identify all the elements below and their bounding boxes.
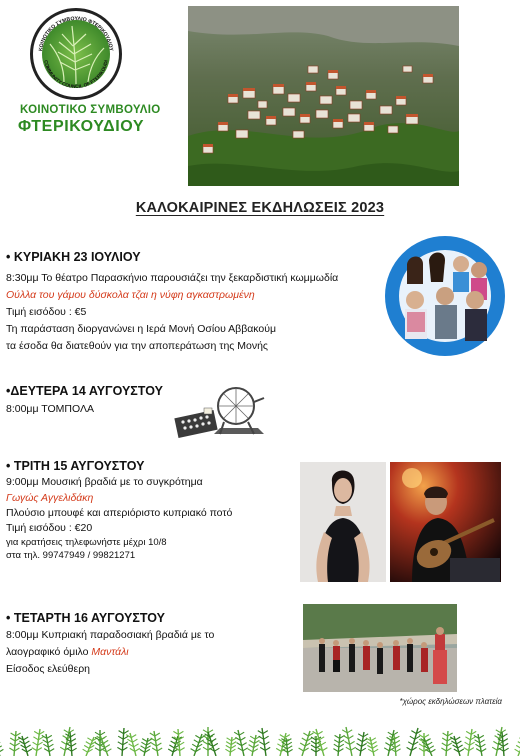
event-date: •ΔΕΥΤΕΡΑ 14 ΑΥΓΟΥΣΤΟΥ [6, 384, 163, 398]
band-name: Γωγώς Αγγελιδάκη [6, 492, 94, 504]
reservation-text: για κρατήσεις τηλεφωνήστε μέχρι 10/8 [6, 537, 167, 548]
village-photo [188, 6, 459, 186]
event-wednesday [6, 611, 214, 678]
svg-text:ΚΟΙΝΟΤΙΚΟ ΣΥΜΒΟΥΛΙΟ ΦΤΕΡΙΚΟΥΔΙ: ΚΟΙΝΟΤΙΚΟ ΣΥΜΒΟΥΛΙΟ ΦΤΕΡΙΚΟΥΔΙΟΥ [38, 15, 114, 52]
folk-group-name: Μαντάλι [91, 646, 129, 658]
ticket-price: Τιμή εισόδου : €20 [6, 522, 93, 534]
council-logo [30, 8, 122, 100]
bingo-cage-icon [174, 384, 270, 442]
event-date: • ΤΕΤΑΡΤΗ 16 ΑΥΓΟΥΣΤΟΥ [6, 611, 166, 625]
venue-footnote: *χώρος εκδηλώσεων πλατεία [399, 697, 502, 706]
reservation-phones: στα τηλ. 99747949 / 99821271 [6, 550, 136, 561]
theatre-group-photo [385, 236, 505, 358]
event-date: • ΤΡΙΤΗ 15 ΑΥΓΟΥΣΤΟΥ [6, 459, 145, 473]
logo-ring-text [30, 8, 122, 100]
svg-text:COMMUNITY COUNCIL OF FTERIKOUD: COMMUNITY COUNCIL OF FTERIKOUDI [42, 59, 110, 91]
buffet-text: Πλούσιο μπουφέ και απεριόριστο κυπριακό ποτό [6, 507, 233, 519]
event-tuesday [6, 459, 232, 562]
folk-group-prefix: λαογραφικό όμιλο [6, 646, 92, 658]
event-date: • ΚΥΡΙΑΚΗ 23 ΙΟΥΛΙΟΥ [6, 250, 141, 264]
ticket-price: Τιμή εισόδου : €5 [6, 306, 87, 318]
event-description: 9:00μμ Μουσική βραδιά με το συγκρότημα [6, 476, 203, 488]
event-description: 8:00μμ ΤΟΜΠΟΛΑ [6, 403, 94, 415]
fern-border-decoration [0, 716, 520, 756]
folk-group-line [6, 644, 214, 661]
free-entry-text: Είσοδος ελεύθερη [6, 663, 91, 675]
folk-dance-photo [303, 604, 457, 692]
guitarist-photo [390, 462, 501, 582]
event-description: 8:30μμ Το θέατρο Παρασκήνιο παρουσιάζει την ξεκαρδιστική κωμμωδία [6, 272, 339, 284]
event-description: 8:00μμ Κυπριακή παραδοσιακή βραδιά με το [6, 629, 215, 641]
organizer-text: Τη παράσταση διοργανώνει η Ιερά Μονή Οσίου Αββακούμ [6, 323, 277, 335]
play-title: Ούλλα του γάμου δύσκολα τζαι η νύφη αγκαστρωμένη [6, 289, 255, 301]
council-title: ΚΟΙΝΟΤΙΚΟ ΣΥΜΒΟΥΛΙΟ [20, 104, 161, 116]
council-name: ΦΤΕΡΙΚΟΥΔΙΟΥ [18, 118, 145, 135]
event-monday [6, 384, 163, 418]
singer-photo [300, 462, 386, 582]
proceeds-text: τα έσοδα θα διατεθούν για την αποπεράτωση της Μονής [6, 340, 268, 352]
page-heading: ΚΑΛΟΚΑΙΡΙΝΕΣ ΕΚΔΗΛΩΣΕΙΣ 2023 [135, 200, 385, 216]
event-sunday [6, 250, 338, 355]
